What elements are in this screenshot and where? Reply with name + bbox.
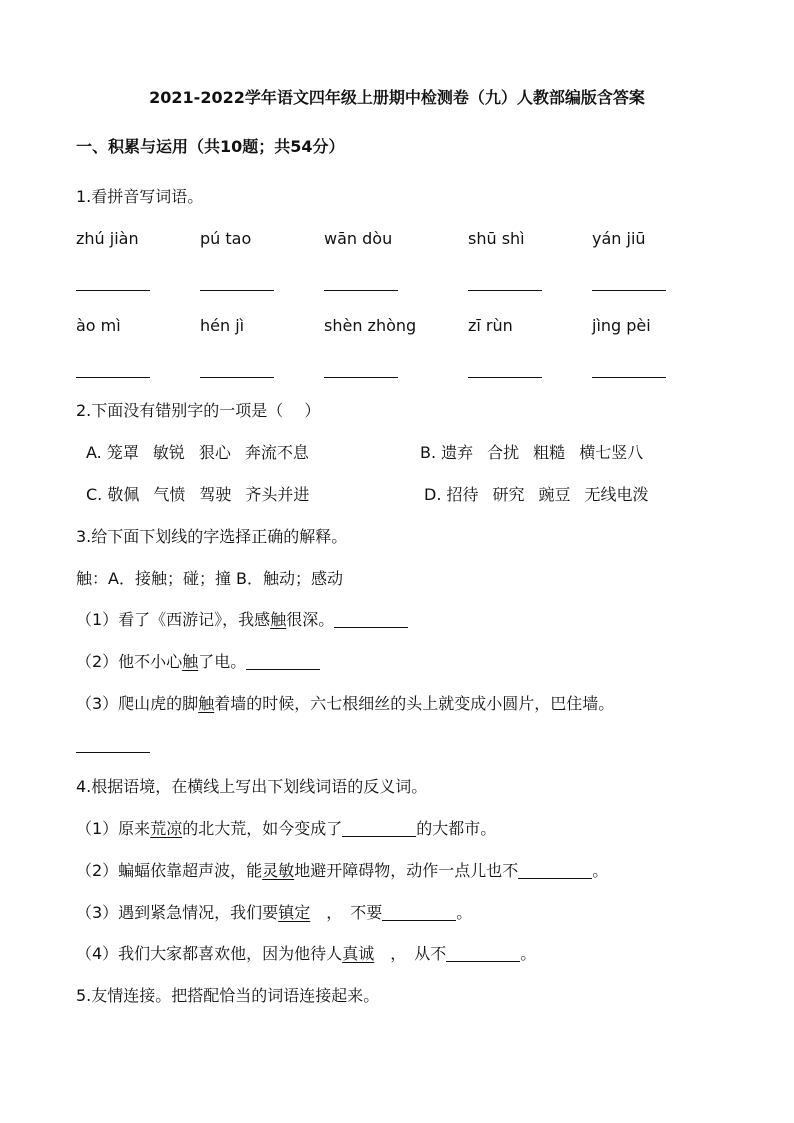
answer-blank[interactable] — [334, 627, 408, 628]
sentence-text: （1）原来 — [76, 819, 151, 838]
option-c-word: 驾驶 — [199, 485, 232, 504]
option-a[interactable] — [86, 443, 323, 463]
sentence-text: 的北大荒，如今变成了 — [182, 819, 343, 838]
section-heading: 一、积累与运用（共10题；共54分） — [76, 137, 345, 156]
answer-blank[interactable] — [518, 878, 592, 879]
q3-sentence-3 — [76, 694, 614, 714]
q4-sentence-3 — [76, 903, 472, 923]
underlined-word: 真诚 — [342, 944, 375, 963]
option-b-word: 合扰 — [487, 443, 520, 462]
sentence-text: （1）看了《西游记》，我感 — [76, 610, 271, 629]
pinyin-10: jìng pèi — [592, 316, 651, 335]
sentence-text: 了电。 — [198, 652, 247, 671]
answer-blank[interactable] — [468, 290, 542, 291]
answer-blank[interactable] — [200, 290, 274, 291]
q3-sentence-2 — [76, 652, 320, 672]
q3-definition: 触：A．接触；碰；撞 B．触动；感动 — [76, 569, 344, 588]
pinyin-6: ào mì — [76, 316, 121, 335]
sentence-text: 的大都市。 — [416, 819, 497, 838]
sentence-text: （2）蝙蝠依靠超声波，能 — [76, 861, 263, 880]
option-d-word: 研究 — [492, 485, 525, 504]
pinyin-1: zhú jiàn — [76, 229, 139, 248]
pinyin-4: shū shì — [468, 229, 525, 248]
q4-sentence-1 — [76, 819, 496, 839]
underlined-char: 触 — [270, 610, 287, 629]
option-c-word: 气愤 — [153, 485, 186, 504]
underlined-word: 荒凉 — [150, 819, 183, 838]
answer-blank[interactable] — [246, 669, 320, 670]
sentence-text: 地避开障碍物，动作一点儿也不 — [294, 861, 519, 880]
sentence-text: 。 — [456, 903, 473, 922]
option-c-word: C. 敬佩 — [86, 485, 140, 504]
answer-blank[interactable] — [76, 377, 150, 378]
sentence-text: ， 不要 — [310, 903, 383, 922]
option-d-word: 无线电泼 — [584, 485, 649, 504]
option-c[interactable] — [86, 485, 323, 505]
option-a-word: 奔流不息 — [244, 443, 309, 462]
option-c-word: 齐头并进 — [245, 485, 310, 504]
option-b[interactable] — [420, 443, 657, 463]
option-b-word: 横七竖八 — [579, 443, 644, 462]
underlined-char: 触 — [182, 652, 199, 671]
q3-sentence-1 — [76, 610, 408, 630]
sentence-text: （3）爬山虎的脚 — [76, 694, 199, 713]
answer-blank[interactable] — [382, 920, 456, 921]
sentence-text: （3）遇到紧急情况，我们要 — [76, 903, 279, 922]
sentence-text: 。 — [592, 861, 609, 880]
q4-sentence-4 — [76, 944, 536, 964]
q4-sentence-2 — [76, 861, 608, 881]
pinyin-7: hén jì — [200, 316, 245, 335]
pinyin-2: pú tao — [200, 229, 252, 248]
answer-blank[interactable] — [592, 377, 666, 378]
answer-blank[interactable] — [324, 290, 398, 291]
answer-blank[interactable] — [342, 836, 416, 837]
sentence-text: 很深。 — [286, 610, 335, 629]
sentence-text: 着墙的时候，六七根细丝的头上就变成小圆片，巴住墙。 — [214, 694, 615, 713]
answer-blank[interactable] — [324, 377, 398, 378]
pinyin-9: zī rùn — [468, 316, 513, 335]
answer-blank[interactable] — [446, 961, 520, 962]
sentence-text: ， 从不 — [374, 944, 447, 963]
underlined-char: 触 — [198, 694, 215, 713]
pinyin-5: yán jiū — [592, 229, 646, 248]
underlined-word: 灵敏 — [262, 861, 295, 880]
q3-prompt: 3.给下面下划线的字选择正确的解释。 — [76, 527, 348, 546]
answer-blank[interactable] — [76, 290, 150, 291]
q1-prompt: 1.看拼音写词语。 — [76, 187, 204, 206]
option-b-word: 粗糙 — [533, 443, 566, 462]
answer-blank[interactable] — [592, 290, 666, 291]
option-d-word: 豌豆 — [538, 485, 571, 504]
sentence-text: 。 — [520, 944, 537, 963]
option-a-word: 敏锐 — [152, 443, 185, 462]
q2-prompt: 2.下面没有错别字的一项是（ ） — [76, 401, 321, 420]
option-a-word: 狠心 — [198, 443, 231, 462]
pinyin-3: wān dòu — [324, 229, 393, 248]
sentence-text: （2）他不小心 — [76, 652, 183, 671]
option-a-word: A. 笼罩 — [86, 443, 139, 462]
pinyin-8: shèn zhòng — [324, 316, 417, 335]
answer-blank[interactable] — [76, 752, 150, 753]
option-d[interactable] — [424, 485, 663, 505]
answer-blank[interactable] — [200, 377, 274, 378]
q5-prompt: 5.友情连接。把搭配恰当的词语连接起来。 — [76, 986, 380, 1005]
option-d-word: D. 招待 — [424, 485, 479, 504]
underlined-word: 镇定 — [278, 903, 311, 922]
answer-blank[interactable] — [468, 377, 542, 378]
q4-prompt: 4.根据语境，在横线上写出下划线词语的反义词。 — [76, 777, 428, 796]
sentence-text: （4）我们大家都喜欢他，因为他待人 — [76, 944, 343, 963]
option-b-word: B. 遗弃 — [420, 443, 474, 462]
page-title: 2021-2022学年语文四年级上册期中检测卷（九）人教部编版含答案 — [149, 88, 645, 107]
